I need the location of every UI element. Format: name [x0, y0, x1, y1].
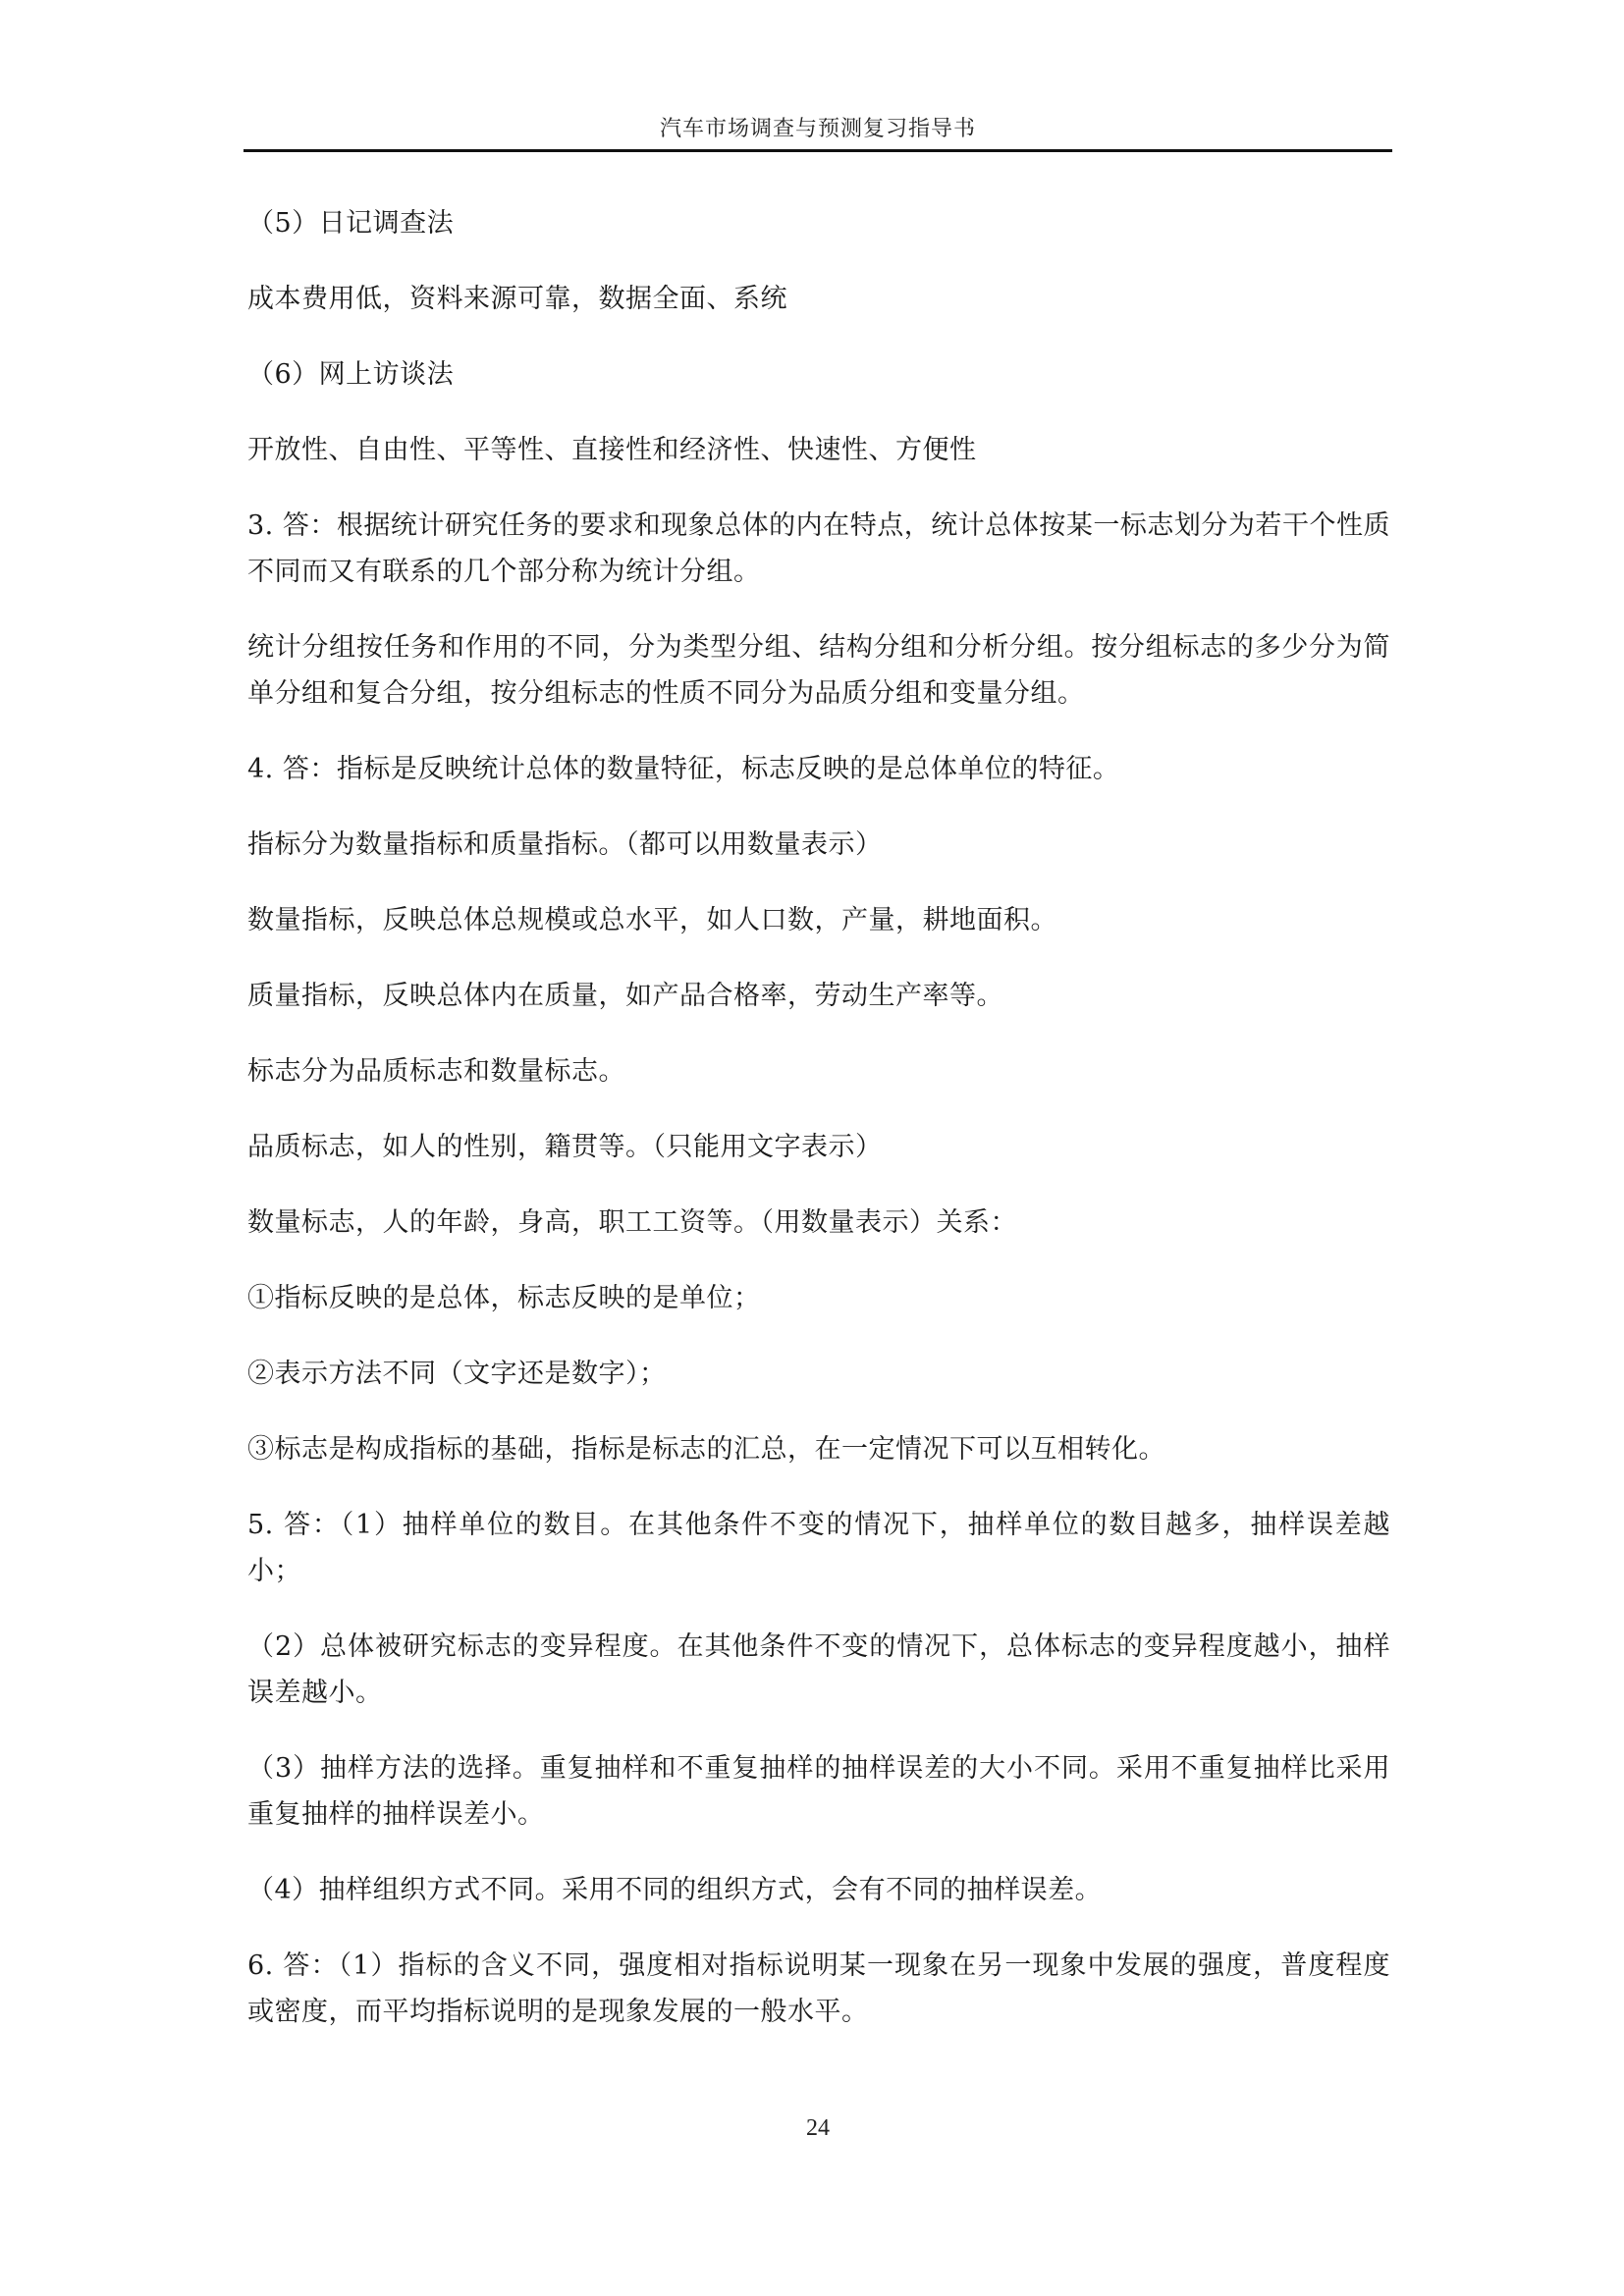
answer-4-intro: 4. 答：指标是反映统计总体的数量特征，标志反映的是总体单位的特征。	[247, 754, 1120, 784]
paragraph-quantity-indicator: 数量指标，反映总体总规模或总水平，如人口数，产量，耕地面积。	[247, 905, 1057, 935]
answer-6-point-1: 6. 答：（1）指标的含义不同，强度相对指标说明某一现象在另一现象中发展的强度，普度程度或密度，而平均指标说明的是现象发展的一般水平。	[247, 1950, 1390, 2027]
paragraph-indicator-types: 指标分为数量指标和质量指标。（都可以用数量表示）	[247, 829, 883, 860]
header-divider	[244, 149, 1392, 152]
paragraph-diary-survey-features: 成本费用低，资料来源可靠，数据全面、系统	[247, 284, 787, 314]
paragraph-quantity-mark: 数量标志，人的年龄，身高，职工工资等。（用数量表示）关系：	[247, 1207, 1017, 1238]
paragraph-online-interview-features: 开放性、自由性、平等性、直接性和经济性、快速性、方便性	[247, 435, 977, 465]
running-header-title: 汽车市场调查与预测复习指导书	[659, 117, 976, 141]
list-item-relation-3: ③标志是构成指标的基础，指标是标志的汇总，在一定情况下可以互相转化。	[247, 1434, 1165, 1465]
answer-5-point-3: （3）抽样方法的选择。重复抽样和不重复抽样的抽样误差的大小不同。采用不重复抽样比采用重复抽样的抽样误差小。	[247, 1753, 1390, 1830]
paragraph-quality-indicator: 质量指标，反映总体内在质量，如产品合格率，劳动生产率等。	[247, 981, 1003, 1011]
answer-5-point-2: （2）总体被研究标志的变异程度。在其他条件不变的情况下，总体标志的变异程度越小，抽样误差越小。	[247, 1631, 1390, 1708]
answer-5-point-4: （4）抽样组织方式不同。采用不同的组织方式，会有不同的抽样误差。	[247, 1875, 1103, 1905]
answer-3-classification: 统计分组按任务和作用的不同，分为类型分组、结构分组和分析分组。按分组标志的多少分为简单分组和复合分组，按分组标志的性质不同分为品质分组和变量分组。	[247, 632, 1390, 709]
heading-online-interview: （6）网上访谈法	[247, 359, 455, 390]
heading-diary-survey: （5）日记调查法	[247, 208, 455, 239]
list-item-relation-2: ②表示方法不同（文字还是数字）；	[247, 1359, 667, 1389]
page-number: 24	[806, 2115, 830, 2141]
paragraph-quality-mark: 品质标志，如人的性别，籍贯等。（只能用文字表示）	[247, 1132, 883, 1162]
answer-5-point-1: 5. 答：（1）抽样单位的数目。在其他条件不变的情况下，抽样单位的数目越多，抽样误差越小；	[247, 1510, 1390, 1586]
page-body	[247, 200, 1390, 2064]
paragraph-mark-types: 标志分为品质标志和数量标志。	[247, 1056, 625, 1087]
answer-3-definition: 3. 答：根据统计研究任务的要求和现象总体的内在特点，统计总体按某一标志划分为若干个性质不同而又有联系的几个部分称为统计分组。	[247, 510, 1390, 587]
list-item-relation-1: ①指标反映的是总体，标志反映的是单位；	[247, 1283, 761, 1313]
